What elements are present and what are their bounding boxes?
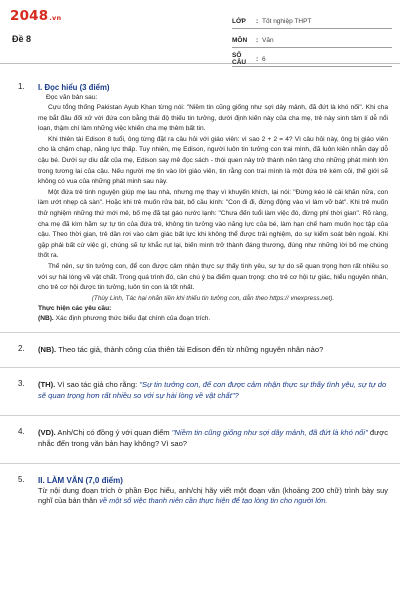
divider bbox=[0, 367, 400, 368]
meta-key: SỐ CÂU bbox=[232, 52, 247, 66]
divider bbox=[0, 463, 400, 464]
section-title-reading: I. Đọc hiểu (3 điểm) bbox=[38, 83, 110, 92]
question-quote: "Niềm tin cũng giống như sợi dây mảnh, đã đứt là khó nối" bbox=[171, 427, 368, 437]
meta-value: Tốt nghiệp THPT bbox=[262, 17, 312, 25]
question-number: 3. bbox=[18, 378, 25, 388]
question-2-prompt bbox=[38, 344, 388, 355]
divider bbox=[0, 415, 400, 416]
level-tag: (TH). bbox=[38, 379, 56, 389]
question-number: 1. bbox=[18, 82, 25, 91]
question-3-prompt bbox=[38, 379, 388, 401]
meta-separator: : bbox=[256, 36, 259, 44]
question-text: Vì sao tác giả cho rằng: bbox=[57, 379, 140, 389]
level-tag: (NB). bbox=[38, 344, 57, 354]
question-4 bbox=[0, 427, 400, 449]
question-quote: "Sự tin tưởng con, để con được cảm nhận thực sự thấy tình yêu, sự tự do sẽ quan trọng hơn rất nhiều so với sự hài lòng về vật chất"? bbox=[38, 379, 387, 400]
meta-value: 6 bbox=[262, 55, 266, 63]
section-title-essay: II. LÀM VĂN (7,0 điểm) bbox=[38, 475, 123, 485]
question-text-end: được nhắc đến trong văn bản hay không? Vì sao? bbox=[38, 427, 388, 448]
passage-paragraph: Một đứa trẻ tinh nguyện giúp mẹ lau nhà, nhưng mẹ thay vì khuyến khích, lại nói: "Đừng kéo lê cái khăn nữa, con làm ướt nhẹp cả sàn". Hoặc khi trẻ muốn rửa bát, bố cầu kính: "Con đi đi, đừng động vào vì làm vỡ bát". Khi trẻ muốn thử nghiệm những thứ mới mẻ, bố mẹ đã tạt gáo nước lạnh: "Chưa đến tuổi làm việc đó, đừng phí thời gian". Rõ ràng, cha mẹ đã kìm hãm sự tự tin của đứa trẻ, không tin tưởng vào năng lực của bé, làm hạn chế ham muốn học tập của cậu. Theo thời gian, trẻ dần rơi vào cảm giác bất lực khi không thể được trải nghiệm, do sự kiểm soát bên ngoài. Khi gặp phải bất cứ việc gì, chúng sẽ tự khắc rụt lại, biến mình trở thành đáng thương, đúng như những lời bố mẹ chúng thốt ra. bbox=[38, 188, 388, 260]
question-number: 5. bbox=[18, 474, 25, 484]
divider bbox=[0, 332, 400, 333]
exam-code: Đề 8 bbox=[12, 34, 32, 44]
meta-separator: : bbox=[256, 17, 259, 25]
meta-value: Văn bbox=[262, 36, 274, 44]
meta-key: LỚP bbox=[232, 17, 246, 25]
meta-separator: : bbox=[256, 55, 259, 63]
brand-logo[interactable] bbox=[10, 8, 61, 24]
question-5-prompt bbox=[38, 486, 388, 506]
passage-paragraph: Khi thiên tài Edison 8 tuổi, ông từng đặt ra câu hỏi với giáo viên: vì sao 2 + 2 = 4? Vì câu hỏi này, ông bị giáo viên cho là chậm chạp, năng lực thấp. Tuy nhiên, mẹ Edison, người luôn tin tưởng con trai mình, đã luôn kiên nhẫn dạy dỗ cậu bé. Dưới sự dìu dắt của mẹ, Edison say mê đọc sách - thói quen này trở thành nền tảng cho những phát minh lớn trong tương lai của cậu. Nếu người mẹ tin vào lời giáo viên, tin rằng con trai mình là một đứa trẻ kém cỏi, thế giới sẽ không có vua của những phát minh sau này. bbox=[38, 135, 388, 186]
question-5 bbox=[0, 475, 400, 506]
question-text: Xác định phương thức biểu đạt chính của đoạn trích. bbox=[55, 314, 211, 322]
question-text: Từ nội dung đoạn trích ở phần Đọc hiểu, anh/chị hãy viết một đoạn văn (khoảng 200 chữ) trình bày suy nghĩ của bản thân bbox=[38, 485, 388, 505]
exam-content bbox=[0, 82, 400, 506]
meta-row-subject bbox=[232, 33, 392, 48]
meta-row-class bbox=[232, 14, 392, 29]
passage-citation: (Thùy Linh, Tác hại nhãn tiền khi thiếu tin tưởng con, dẫn theo https:// vnexpress.net). bbox=[91, 294, 335, 302]
exam-meta bbox=[232, 14, 392, 71]
question-text: Theo tác giả, thành công của thiên tài Edison đến từ những nguyên nhân nào? bbox=[58, 344, 324, 354]
exam-header bbox=[0, 0, 400, 64]
passage-paragraph: Thế nên, sự tin tưởng con, để con được cảm nhận thực sự thấy tình yêu, sự tự do sẽ quan trọng hơn rất nhiều so với sự hài lòng về vật chất. Trong quá trình đó, cần chú ý ba điểm quan trọng: cho trẻ cơ hội tự giác, hiểu nguyên nhân, cho trẻ cơ hội được tin tưởng, luôn tin con là tốt nhất. bbox=[38, 262, 388, 292]
meta-row-question-count bbox=[232, 52, 392, 67]
brand-name: 2048 bbox=[10, 8, 49, 24]
question-number: 4. bbox=[18, 426, 25, 436]
question-number: 2. bbox=[18, 343, 25, 353]
question-quote: về một số việc thanh niên cần thực hiện để tạo lòng tin cho người lớn. bbox=[99, 495, 328, 505]
question-text: Anh/Chị có đồng ý với quan điểm bbox=[57, 427, 172, 437]
passage-paragraph: Cựu tổng thống Pakistan Ayub Khan từng nói: "Niềm tin cũng giống như sợi dây mảnh, đã đứt là khó nối". Khi cha mẹ bắt đầu đối xử với đứa con bằng thái độ thiếu tin tưởng, dưới định kiến này của cha mẹ, trẻ này sinh tâm lí dễ nổi loạn, thậm chí làm những việc khiến cha mẹ thêm bất tin. bbox=[38, 104, 388, 133]
level-tag: (NB). bbox=[38, 314, 54, 322]
level-tag: (VD). bbox=[38, 427, 56, 437]
question-1-prompt bbox=[38, 314, 388, 324]
question-3 bbox=[0, 379, 400, 401]
requirements-title: Thực hiện các yêu cầu: bbox=[38, 304, 112, 312]
meta-key: MÔN bbox=[232, 36, 248, 44]
brand-suffix: .vn bbox=[49, 14, 62, 22]
question-1 bbox=[0, 82, 400, 324]
question-4-prompt bbox=[38, 427, 388, 449]
reading-intro: Đọc văn bản sau: bbox=[46, 94, 98, 101]
question-2 bbox=[0, 344, 400, 355]
